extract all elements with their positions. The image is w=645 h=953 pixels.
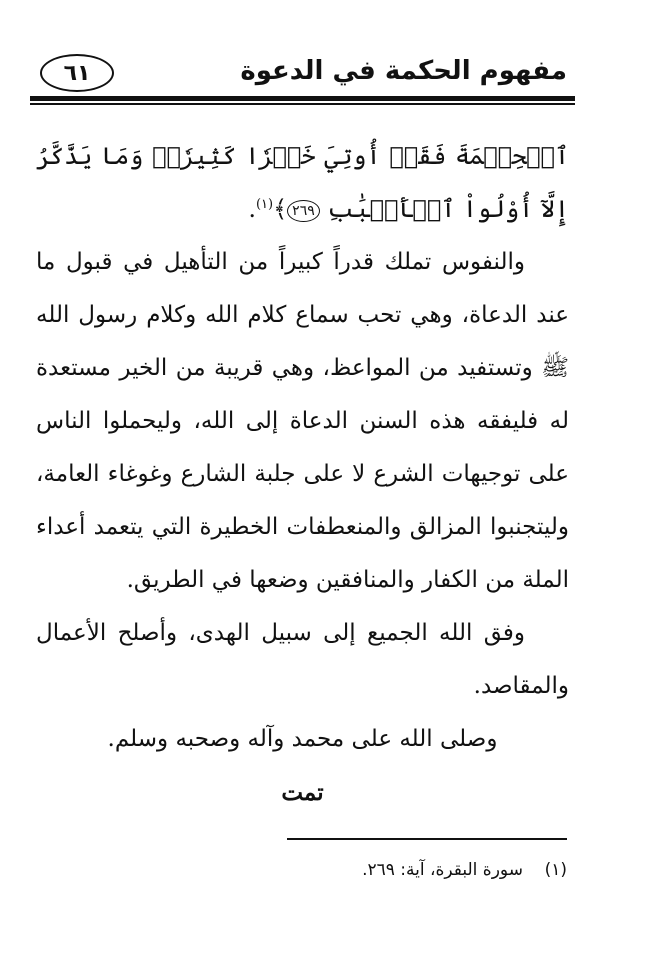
footnote-number: (١)	[544, 860, 567, 880]
footnote-text: سورة البقرة، آية: ٢٦٩.	[362, 860, 523, 880]
paragraph-1: والنفوس تملك قدراً كبيراً من التأهيل في قبول ما عند الدعاة، وهي تحب سماع كلام الله وكلام رسول الله ﷺ وتستفيد من المواعظ، وهي قريبة من الخير مستعدة له فليفقه هذه السنن الدعاة إلى الله، وليحملوا الناس على توجيهات الشرع لا على جلبة الشارع وغوغاء العامة، وليتجنبوا المزالق والمنعطفات الخطيرة التي يتعمد أعداء الملة من الكفار والمنافقين وضعها في الطريق.	[36, 249, 569, 593]
header-rule-thin	[30, 103, 575, 105]
header-rule	[30, 96, 575, 101]
ayah-number-mark: ٢٦٩	[287, 200, 320, 222]
page-number: ٦١	[63, 60, 91, 86]
footnote-reference: (١)	[255, 197, 274, 212]
page-header	[30, 50, 575, 96]
end-word: تمت	[281, 779, 324, 806]
paragraph-3: وصلى الله على محمد وآله وصحبه وسلم.	[107, 726, 498, 752]
page-number-badge	[40, 54, 114, 92]
page-body	[36, 130, 569, 819]
quran-end-period: .	[248, 195, 256, 223]
paragraph-2: وفق الله الجميع إلى سبيل الهدى، وأصلح الأعمال والمقاصد.	[36, 620, 569, 699]
quran-text: ٱلۡحِكۡمَةَ فَقَدۡ أُوتِيَ خَيۡرٗا كَثِيرٗاۗ وَمَا يَذَّكَّرُ إِلَّآ أُوْلُواْ ٱلۡأَلۡبَٰبِ	[36, 142, 569, 223]
quran-verse	[36, 130, 569, 236]
running-title: مفهوم الحكمة في الدعوة	[240, 56, 567, 86]
footnote-rule	[287, 838, 567, 840]
footnote	[67, 860, 567, 880]
quran-close-bracket: ﴾	[273, 195, 288, 223]
